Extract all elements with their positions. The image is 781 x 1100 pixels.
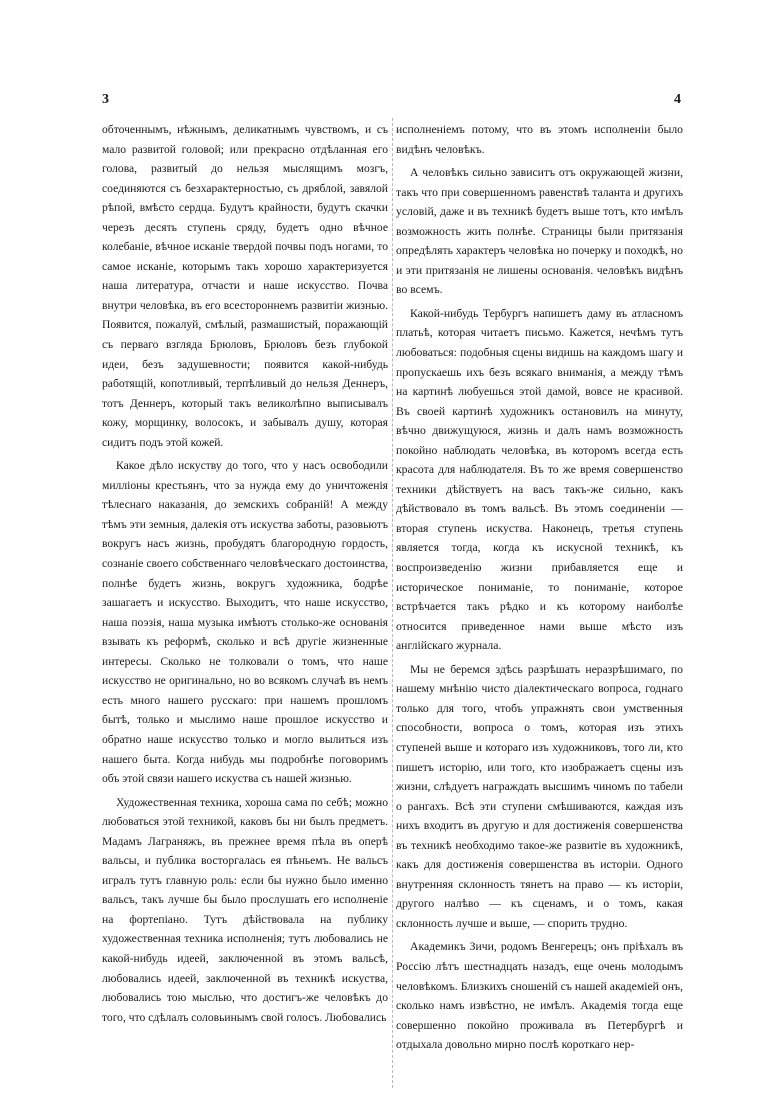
right-column bbox=[396, 120, 683, 1055]
page-number-right: 4 bbox=[674, 92, 681, 107]
paragraph: Мы не беремся здѣсь разрѣшать неразрѣшимаго, по нашему мнѣнію чисто діалектическаго вопроса, годнаго только для того, чтобъ упражнять свои умственныя способности, вопроса о томъ, которая изъ этихъ ступеней выше и котораго изъ художниковъ, того ли, кто пишетъ исторію, или того, кто изображаетъ сцены изъ жизни, слѣдуетъ награждать высшимъ чиномъ по табели о рангахъ. Всѣ эти ступени смѣшиваются, каждая изъ нихъ входитъ въ другую и для достиженія совершенства въ техникѣ необходимо такое-же развитіе въ художникѣ, какъ для достиженія совершенства въ исторіи. Одного внутренняя склонность тянетъ на право — къ исторіи, другого налѣво — къ сценамъ, и о томъ, какая склонность лучше и выше, — спорить трудно. bbox=[396, 662, 683, 930]
paragraph: Художественная техника, хороша сама по себѣ; можно любоваться этой техникой, каковъ бы ни былъ предметъ. Мадамъ Лаграняжъ, въ прежнее время пѣла въ оперѣ вальсы, и публика восторгалась ея пѣньемъ. Не вальсъ игралъ тутъ главную роль: если бы нужно было именно вальсъ, такъ лучше бы было прослушать его исполненіе на фортепіано. Тутъ дѣйствовала на публику художественная техника исполненія; тутъ любовались не какой-нибудь идеей, заключенной въ этомъ вальсѣ, любовались идеей, заключенной въ техникѣ искуства, любовались тою мыслью, что достигъ-же человѣкъ до того, что сдѣлалъ соловьинымъ свой голосъ. Любовались bbox=[102, 795, 388, 1024]
column-divider bbox=[392, 118, 393, 1088]
paragraph: Академикъ Зичи, родомъ Венгерецъ; онъ пріѣхалъ въ Россію лѣтъ шестнадцать назадъ, еще очень молодымъ человѣкомъ. Близкихъ сношеній съ нашей академіей онъ, сколько намъ извѣстно, не имѣлъ. Академія тогда еще совершенно покойно проживала въ Петербургѣ и отдыхала довольно мирно послѣ короткаго нер- bbox=[396, 940, 683, 1052]
paragraph: исполненіемъ потому, что въ этомъ исполненіи было видѣнъ человѣкъ. bbox=[396, 123, 683, 156]
paragraph: А человѣкъ сильно зависитъ отъ окружающей жизни, такъ что при совершенномъ равенствѣ таланта и другихъ условій, даже и въ техникѣ будетъ выше тотъ, кто имѣлъ возможность жить полнѣе. Страницы были притязанія опредѣлять характеръ человѣка но почерку и походкѣ, но и эти притязанія не лишены основанія. человѣкъ видѣнъ во всемъ. bbox=[396, 166, 683, 297]
paragraph: обточеннымъ, нѣжнымъ, деликатнымъ чувствомъ, и съ мало развитой головой; или прекрасно отдѣланная его голова, развитый до нельзя мыслящимъ мозгъ, соединяются съ безхарактерностью, съ дряблой, завялой рѣпой, вмѣсто сердца. Будутъ крайности, будутъ скачки черезъ десять ступень сряду, будетъ одно вѣчное колебаніе, вѣчное исканіе твердой почвы подъ ногами, то самое исканіе, которымъ такъ хорошо характеризуется наша литература, отчасти и наше искусство. Почва внутри человѣка, въ его всестороннемъ развитіи жизнью. Появится, пожалуй, смѣлый, размашистый, поражающій съ перваго взгляда Брюловъ, Брюловъ безъ глубокой идеи, безъ задушевности; появится какой-нибудь работящій, копотливый, терпѣливый до нельзя Деннеръ, тотъ Деннеръ, который такъ великолѣпно выписывалъ кожу, морщинку, волосокъ, и забывалъ душу, которая сидитъ подъ этой кожей. bbox=[102, 123, 388, 449]
left-column bbox=[102, 120, 388, 1027]
page-number-left: 3 bbox=[102, 92, 109, 107]
paragraph: Какой-нибудь Тербургъ напишетъ даму въ атласномъ платьѣ, которая читаетъ письмо. Кажется, нечѣмъ тутъ любоваться: подобныя сцены видишь на каждомъ шагу и пропускаешь ихъ безъ всякаго вниманія, а между тѣмъ на картинѣ любуешься этой дамой, вовсе не красивой. Въ своей картинѣ художникъ остановилъ на минуту, вѣчно движущуюся, жизнь и далъ намъ возможность покойно наблюдать человѣка, въ которомъ всегда есть красота для наблюдателя. Въ то же время совершенство техники дѣйствуетъ на васъ такъ-же сильно, какъ дѣйствовало въ томъ вальсѣ. Въ этомъ соединеніи — вторая ступень искуства. Наконецъ, третья ступень является тогда, когда къ искусной техникѣ, къ воспроизведенію жизни прибавляется еще и историческое пониманіе, то пониманіе, которое встрѣчается такъ рѣдко и къ которому наиболѣе относится приведенное нами выше мѣсто изъ англійскаго журнала. bbox=[396, 306, 683, 653]
paragraph: Какое дѣло искуству до того, что у насъ освободили милліоны крестьянъ, что за нужда ему до уничтоженія тѣлеснаго наказанія, до земскихъ собраній! А между тѣмъ эти земныя, далекія отъ искуства заботы, разовьютъ вокругъ насъ жизнь, пробудятъ благородную гордость, сознаніе своего собственнаго человѣческаго достоинства, полнѣе будетъ жизнь, вокругъ художника, бодрѣе зашагаетъ и искусство. Выходитъ, что наше искусство, наша поэзія, наша музыка имѣютъ столько-же основанія взывать къ реформѣ, сколько и всѣ другіе жизненные интересы. Сколько не толковали о томъ, что наше искусство не оригинально, но во всякомъ случаѣ въ немъ есть много нашего русскаго: при нашемъ прошломъ бытѣ, только и мыслимо наше прошлое искусство и обратно наше искусство только и могло вылиться изъ нашего быта. Когда нибудь мы подробнѣе поговоримъ объ этой связи нашего искуства съ нашей жизнью. bbox=[102, 459, 388, 786]
